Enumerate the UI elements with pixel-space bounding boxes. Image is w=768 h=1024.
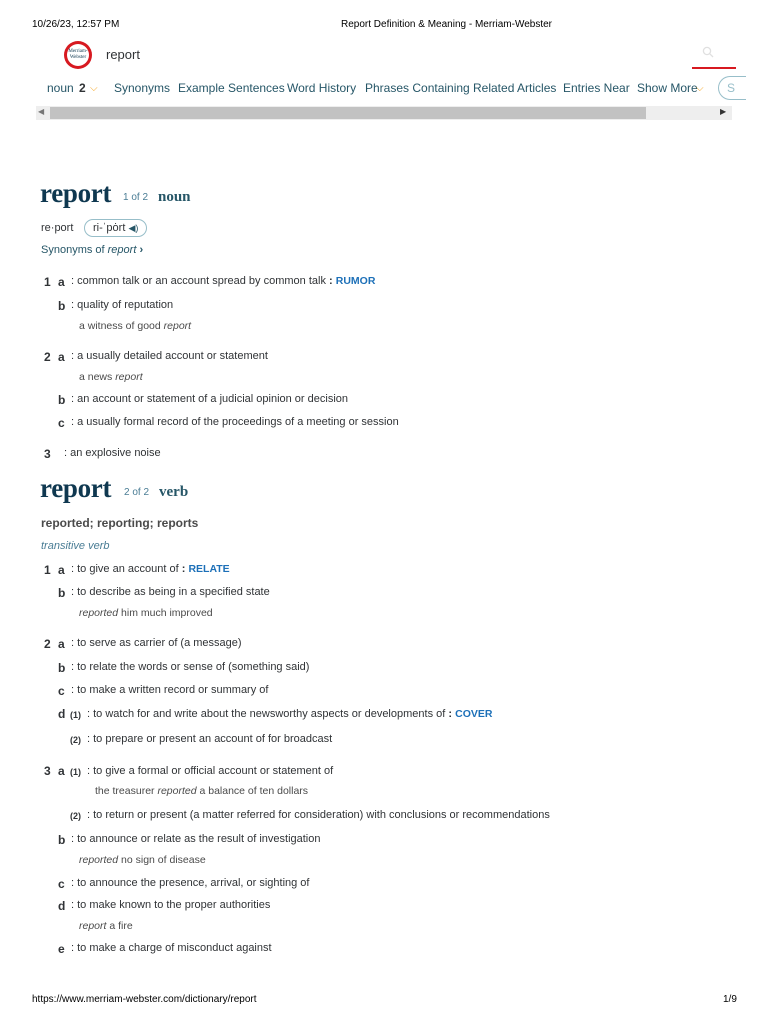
sense-number: 1 (44, 563, 51, 577)
pronunciation-button[interactable] (84, 219, 147, 237)
print-footer-url: https://www.merriam-webster.com/dictionary/report (32, 994, 257, 1005)
syllables: re·port (41, 222, 74, 234)
sense-number: 3 (44, 764, 51, 778)
sense-letter: b (58, 661, 66, 675)
part-of-speech: noun (158, 189, 191, 205)
sense-letter: a (58, 275, 65, 289)
sense-number: 2 (44, 350, 51, 364)
part-of-speech: verb (159, 484, 189, 500)
subsense-number: (1) (70, 767, 81, 777)
sense-letter: b (58, 586, 66, 600)
definition-text: : to describe as being in a specified state (71, 586, 270, 598)
sense-letter: c (58, 416, 65, 430)
nav-entries-near[interactable]: Entries Near (563, 81, 630, 95)
chevron-down-icon[interactable]: ⌵ (90, 83, 98, 94)
subsense-number: (2) (70, 811, 81, 821)
definition-text: : to serve as carrier of (a message) (71, 637, 242, 649)
definition-text: : to make known to the proper authorities (71, 899, 271, 911)
example-sentence: report a fire (79, 920, 133, 932)
cross-reference-link[interactable]: RUMOR (335, 275, 376, 287)
entry-counter: 2 of 2 (124, 487, 150, 498)
logo-text: Merriam- Webster (67, 44, 89, 66)
sense-letter: b (58, 393, 66, 407)
search-underline (692, 67, 736, 69)
example-sentence: a news report (79, 371, 143, 383)
headword: report (40, 473, 112, 503)
definition-text: : to make a written record or summary of (71, 684, 269, 696)
definition-text: : a usually detailed account or statement (71, 350, 268, 362)
definition-text: : to give a formal or official account or statement of (87, 765, 334, 777)
nav-related-articles[interactable]: Related Articles (473, 81, 557, 95)
merriam-webster-logo[interactable] (64, 41, 92, 69)
nav-pill-button[interactable]: S (718, 76, 746, 100)
scrollbar-thumb[interactable] (50, 107, 646, 119)
definition-text: : to prepare or present an account of for broadcast (87, 733, 333, 745)
nav-example-sentences[interactable]: Example Sentences (178, 81, 285, 95)
example-sentence: a witness of good report (79, 320, 192, 332)
definition-text: : to return or present (a matter referred for consideration) with conclusions or recommendations (87, 809, 550, 821)
definition-text: : common talk or an account spread by common talk : RUMOR (71, 275, 376, 287)
nav-noun[interactable]: noun (47, 81, 74, 95)
nav-entry-count: 2 (79, 81, 86, 95)
definition-text: : to announce or relate as the result of investigation (71, 833, 321, 845)
chevron-right-icon: › (139, 244, 144, 256)
definition-text: : to give an account of : RELATE (71, 563, 230, 575)
definition-text: : to watch for and write about the newsworthy aspects or developments of : COVER (87, 708, 493, 720)
sense-letter: a (58, 764, 65, 778)
headword: report (40, 178, 112, 208)
definition-text: : quality of reputation (71, 299, 174, 311)
definition-text: : to make a charge of misconduct against (71, 942, 272, 954)
search-input[interactable]: report (106, 47, 140, 62)
example-sentence: reported him much improved (79, 607, 213, 619)
scroll-left-arrow-icon[interactable]: ◀ (38, 107, 45, 116)
sense-letter: c (58, 684, 65, 698)
sense-number: 3 (44, 447, 51, 461)
cross-reference-link[interactable]: COVER (455, 708, 493, 720)
speaker-icon: ◀) (128, 223, 139, 233)
entry-counter: 1 of 2 (123, 192, 149, 203)
chevron-down-icon[interactable]: ⌵ (696, 83, 704, 94)
sense-letter: a (58, 637, 65, 651)
definition-text: : a usually formal record of the proceedings of a meeting or session (71, 416, 399, 428)
nav-word-history[interactable]: Word History (287, 81, 357, 95)
definition-text: : to announce the presence, arrival, or sighting of (71, 877, 310, 889)
sense-letter: b (58, 299, 66, 313)
subsense-number: (2) (70, 735, 81, 745)
sense-number: 2 (44, 637, 51, 651)
sense-letter: d (58, 899, 66, 913)
scroll-right-arrow-icon[interactable]: ▶ (720, 107, 727, 116)
print-datetime: 10/26/23, 12:57 PM (32, 19, 120, 30)
cross-reference-link[interactable]: RELATE (188, 563, 230, 575)
example-sentence: the treasurer reported a balance of ten dollars (95, 785, 309, 797)
pronunciation-text: ri-ˈpȯrt (93, 222, 126, 234)
definition-text: : an explosive noise (64, 447, 161, 459)
inflections: reported; reporting; reports (41, 516, 199, 530)
print-title: Report Definition & Meaning - Merriam-Webster (341, 19, 553, 30)
sense-letter: a (58, 350, 65, 364)
sense-letter: b (58, 833, 66, 847)
verb-label: transitive verb (41, 540, 110, 552)
sense-letter: a (58, 563, 65, 577)
nav-synonyms[interactable]: Synonyms (114, 81, 171, 95)
print-page-number: 1/9 (723, 994, 737, 1005)
sense-letter: e (58, 942, 65, 956)
definition-text: : to relate the words or sense of (something said) (71, 661, 310, 673)
subsense-number: (1) (70, 710, 81, 720)
sense-letter: c (58, 877, 65, 891)
sense-letter: d (58, 707, 66, 721)
nav-phrases-containing[interactable]: Phrases Containing (365, 81, 470, 95)
nav-show-more[interactable]: Show More (637, 81, 698, 95)
example-sentence: reported no sign of disease (79, 854, 206, 866)
definition-text: : an account or statement of a judicial opinion or decision (71, 393, 348, 405)
search-icon[interactable] (702, 46, 714, 61)
sense-number: 1 (44, 275, 51, 289)
synonyms-link[interactable]: Synonyms of report › (41, 244, 144, 256)
